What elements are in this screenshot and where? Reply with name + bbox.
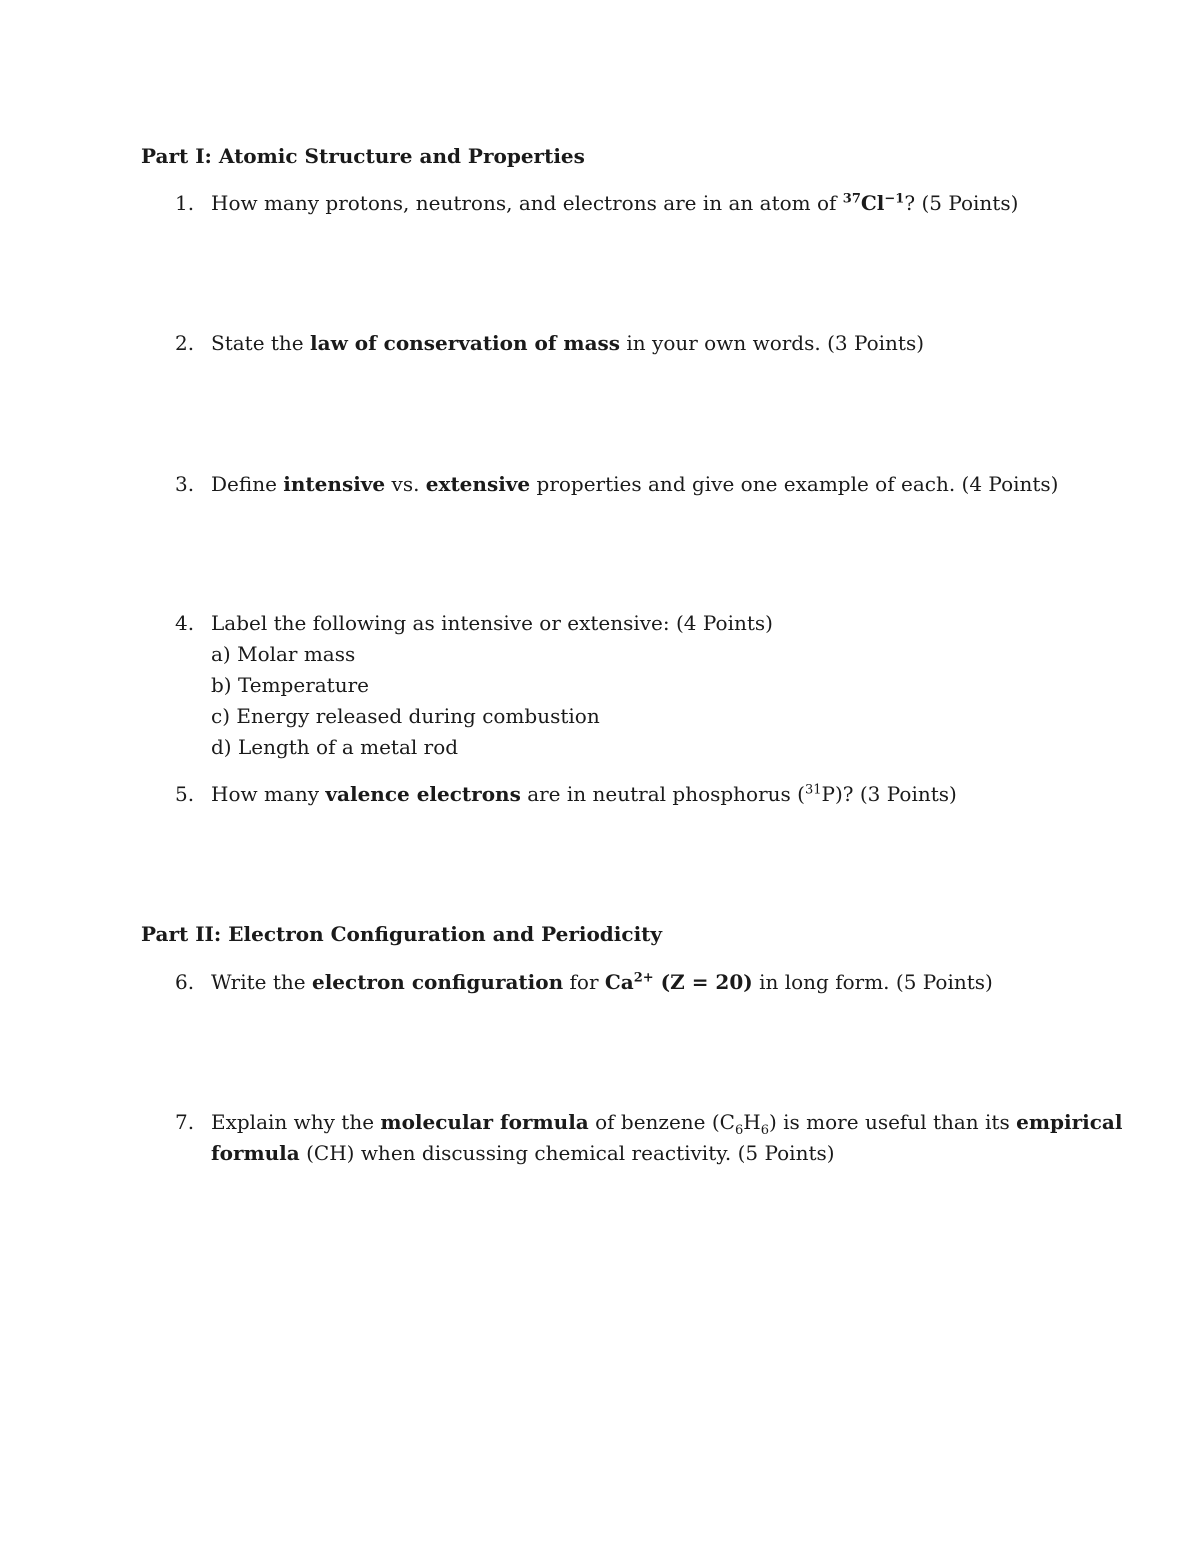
- question-2: [175, 328, 1075, 359]
- element-symbol: P: [821, 782, 835, 806]
- question-number: 1.: [175, 191, 195, 215]
- question-number: 7.: [175, 1110, 195, 1134]
- key-term: valence electrons: [325, 782, 521, 806]
- question-text: State the: [211, 331, 311, 355]
- key-term: molecular formula: [380, 1110, 589, 1134]
- key-term: electron configuration: [311, 970, 564, 994]
- part1-heading: Part I: Atomic Structure and Properties: [141, 144, 585, 168]
- key-term: intensive: [283, 472, 386, 496]
- key-term: extensive: [425, 472, 531, 496]
- subscript: 6: [760, 1123, 769, 1138]
- question-text: for: [563, 970, 605, 994]
- question-points: (CH) when discussing chemical reactivity. (5 Points): [299, 1141, 835, 1165]
- question-3: [175, 469, 1075, 500]
- question-text: are in neutral phosphorus (: [520, 782, 805, 806]
- question-points: properties and give one example of each. (4 Points): [530, 472, 1059, 496]
- question-points: )? (3 Points): [834, 782, 957, 806]
- sub-item: b) Temperature: [211, 673, 369, 697]
- key-term: empirical: [1016, 1110, 1123, 1134]
- question-text: of benzene (C: [588, 1110, 735, 1134]
- sub-item: c) Energy released during combustion: [211, 704, 600, 728]
- species-symbol: Cl: [860, 191, 885, 215]
- isotope-mass: 31: [804, 782, 822, 798]
- question-text: How many: [211, 782, 326, 806]
- atomic-number: (Z = 20): [653, 970, 753, 994]
- question-number: 2.: [175, 331, 195, 355]
- question-text: Label the following as intensive or extensive: (4 Points): [211, 611, 773, 635]
- sub-item-list: [211, 639, 1075, 763]
- key-term: law of conservation of mass: [310, 331, 621, 355]
- question-number: 6.: [175, 970, 195, 994]
- question-text: Write the: [211, 970, 312, 994]
- question-text: vs.: [385, 472, 426, 496]
- question-text: How many protons, neutrons, and electrons are in an atom of: [211, 191, 843, 215]
- question-number: 3.: [175, 472, 195, 496]
- sub-item: d) Length of a metal rod: [211, 735, 459, 759]
- subscript: 6: [734, 1123, 744, 1138]
- ion-charge: −1: [884, 191, 905, 207]
- ion-charge: 2+: [633, 970, 654, 986]
- question-5: [175, 779, 1075, 810]
- question-text: H: [743, 1110, 761, 1134]
- part2-heading: Part II: Electron Configuration and Periodicity: [141, 922, 663, 946]
- question-1: [175, 188, 1075, 219]
- question-4: [175, 608, 1075, 763]
- question-text: Define: [211, 472, 284, 496]
- question-6: [175, 967, 1075, 998]
- question-text: Explain why the: [211, 1110, 381, 1134]
- key-term: formula: [211, 1141, 300, 1165]
- ion-symbol: Ca: [604, 970, 634, 994]
- question-points: ? (5 Points): [904, 191, 1019, 215]
- question-number: 5.: [175, 782, 195, 806]
- question-number: 4.: [175, 611, 195, 635]
- question-points: in long form. (5 Points): [752, 970, 993, 994]
- question-7: [175, 1107, 1123, 1169]
- sub-item: a) Molar mass: [211, 642, 356, 666]
- question-points: in your own words. (3 Points): [620, 331, 925, 355]
- isotope-mass: 37: [842, 191, 861, 207]
- question-text: ) is more useful than its: [769, 1110, 1017, 1134]
